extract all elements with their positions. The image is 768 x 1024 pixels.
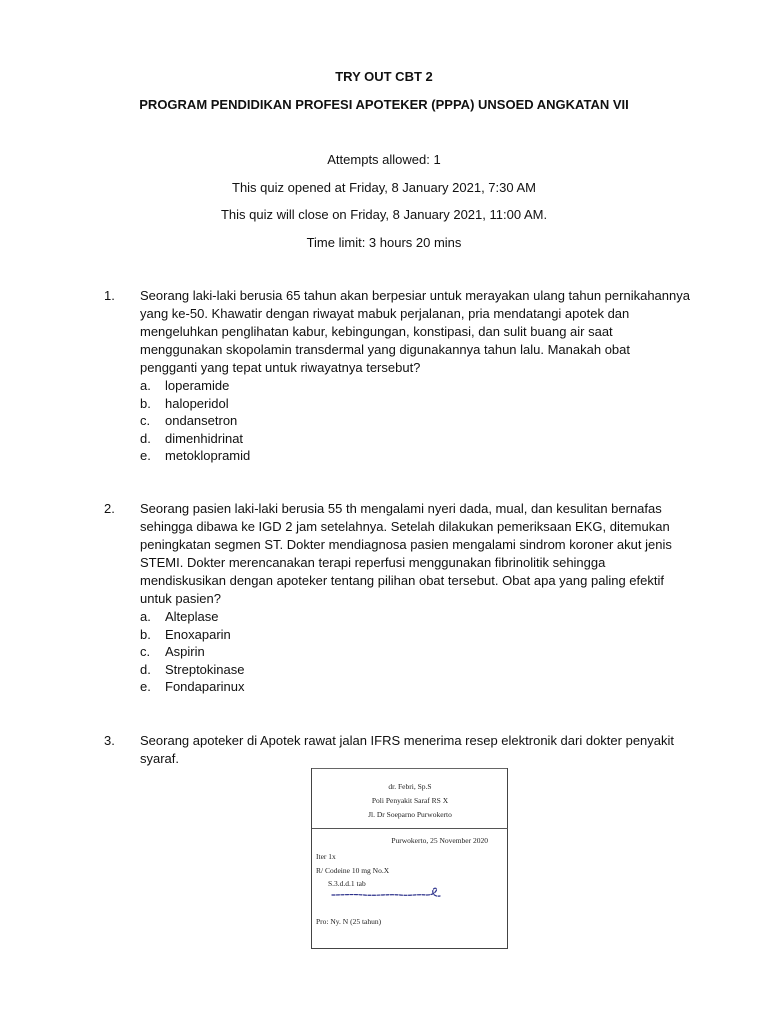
option-text: loperamide bbox=[165, 378, 230, 393]
option-d[interactable] bbox=[140, 661, 704, 679]
attempts-allowed: Attempts allowed: 1 bbox=[327, 152, 441, 167]
option-e[interactable] bbox=[140, 447, 704, 465]
option-letter: c. bbox=[140, 413, 151, 428]
option-b[interactable] bbox=[140, 626, 704, 644]
option-letter: c. bbox=[140, 644, 151, 659]
quiz-close-time: This quiz will close on Friday, 8 January 2021, 11:00 AM. bbox=[220, 207, 548, 222]
time-limit: Time limit: 3 hours 20 mins bbox=[306, 235, 462, 250]
rx-address: Jl. Dr Soeparno Purwokerto bbox=[368, 810, 452, 819]
question-number: 3. bbox=[104, 733, 115, 748]
option-text: ondansetron bbox=[165, 413, 238, 428]
doc-title: TRY OUT CBT 2 bbox=[335, 69, 433, 84]
option-letter: d. bbox=[140, 661, 151, 677]
option-text: Enoxaparin bbox=[165, 626, 231, 642]
option-letter: e. bbox=[140, 679, 151, 694]
option-b[interactable] bbox=[140, 395, 704, 413]
option-list bbox=[140, 608, 704, 696]
option-list bbox=[140, 377, 704, 465]
rx-divider bbox=[312, 828, 508, 829]
option-letter: d. bbox=[140, 430, 151, 446]
option-letter: e. bbox=[140, 448, 151, 463]
question-stem: Seorang pasien laki-laki berusia 55 th mengalami nyeri dada, mual, dan kesulitan bernafas sehingga dibawa ke IGD 2 jam setelahnya. Setelah dilakukan pemeriksaan EKG, ditemukan peningkatan segmen ST. Dokter mendiagnosa pasien mengalami sindrom koroner akut jenis STEMI. Dokter merencanakan terapi reperfusi menggunakan fibrinolitik sehingga mendiskusikan dengan apoteker tentang pilihan obat tersebut. Obat apa yang paling efektif untuk pasien? bbox=[140, 501, 672, 606]
question-number: 2. bbox=[104, 501, 115, 516]
prescription-image bbox=[311, 768, 508, 949]
rx-patient: Pro: Ny. N (25 tahun) bbox=[316, 917, 382, 926]
rx-clinic: Poli Penyakit Saraf RS X bbox=[371, 796, 449, 805]
option-text: dimenhidrinat bbox=[165, 430, 244, 446]
option-text: haloperidol bbox=[165, 395, 229, 411]
quiz-open-time: This quiz opened at Friday, 8 January 2021, 7:30 AM bbox=[232, 180, 536, 195]
question-2 bbox=[104, 500, 704, 696]
option-text: Fondaparinux bbox=[165, 679, 245, 694]
option-text: Streptokinase bbox=[165, 661, 245, 677]
question-stem: Seorang laki-laki berusia 65 tahun akan berpesiar untuk merayakan ulang tahun pernikahannya yang ke-50. Khawatir dengan riwayat mabuk perjalanan, pria mendatangi apotek dan mengeluhkan penglihatan kabur, kebingungan, konstipasi, dan sulit buang air saat menggunakan skopolamin transdermal yang digunakannya tahun lalu. Manakah obat pengganti yang tepat untuk riwayatnya tersebut? bbox=[140, 288, 690, 375]
option-text: metoklopramid bbox=[165, 448, 251, 463]
option-a[interactable] bbox=[140, 377, 704, 395]
rx-signa: S.3.d.d.1 tab bbox=[328, 879, 366, 888]
option-a[interactable] bbox=[140, 608, 704, 626]
option-text: Aspirin bbox=[165, 644, 205, 659]
question-stem: Seorang apoteker di Apotek rawat jalan IFRS menerima resep elektronik dari dokter penyakit syaraf. bbox=[140, 733, 675, 766]
rx-doctor-name: dr. Febri, Sp.S bbox=[388, 782, 432, 791]
option-letter: b. bbox=[140, 395, 151, 411]
rx-top-border bbox=[312, 768, 508, 769]
rx-iter: Iter 1x bbox=[316, 852, 336, 861]
question-3 bbox=[104, 732, 704, 768]
option-letter: b. bbox=[140, 626, 151, 642]
question-number: 1. bbox=[104, 288, 115, 303]
rx-drug: R/ Codeine 10 mg No.X bbox=[316, 866, 390, 875]
rx-right-border bbox=[507, 768, 508, 948]
option-d[interactable] bbox=[140, 430, 704, 448]
option-text: Alteplase bbox=[165, 609, 219, 624]
option-letter: a. bbox=[140, 378, 151, 393]
option-c[interactable] bbox=[140, 643, 704, 661]
rx-place-date: Purwokerto, 25 November 2020 bbox=[391, 836, 488, 845]
question-1 bbox=[104, 287, 704, 465]
program-name: PROGRAM PENDIDIKAN PROFESI APOTEKER (PPPA) UNSOED ANGKATAN VII bbox=[139, 97, 629, 112]
option-c[interactable] bbox=[140, 412, 704, 430]
signature-squiggle bbox=[330, 882, 450, 902]
option-e[interactable] bbox=[140, 678, 704, 696]
option-letter: a. bbox=[140, 609, 151, 624]
